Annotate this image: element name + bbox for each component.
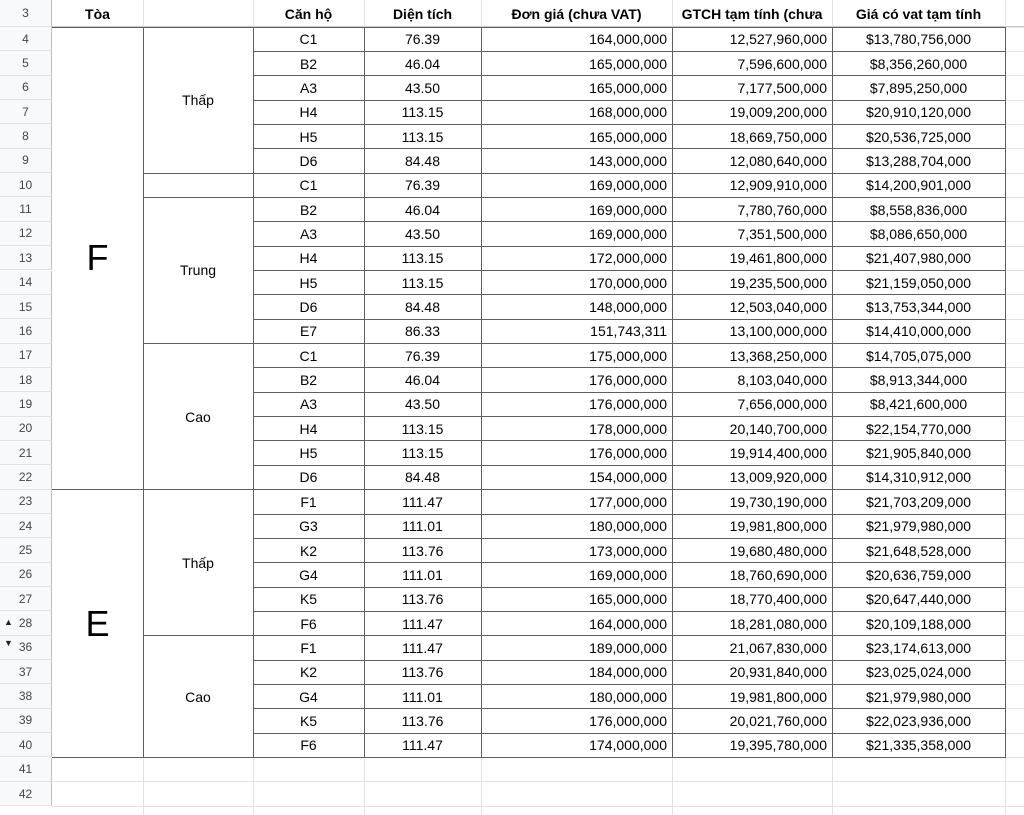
price-with-vat-cell[interactable]: $13,288,704,000 — [865, 152, 972, 169]
row-header[interactable] — [0, 709, 52, 733]
table-border-horizontal — [253, 221, 1005, 222]
unit-price-cell[interactable]: 154,000,000 — [589, 469, 667, 486]
estimated-value-cell[interactable]: 19,461,800,000 — [729, 250, 827, 267]
row-header[interactable] — [0, 392, 52, 416]
estimated-value-cell[interactable]: 7,351,500,000 — [737, 225, 827, 242]
apartment-code-cell[interactable]: A3 — [299, 79, 318, 96]
table-border-horizontal — [253, 562, 1005, 563]
price-with-vat-cell[interactable]: $20,536,725,000 — [865, 128, 972, 145]
estimated-value-cell[interactable]: 12,080,640,000 — [729, 152, 827, 169]
unit-price-cell[interactable]: 165,000,000 — [589, 79, 667, 96]
estimated-value-cell[interactable]: 7,596,600,000 — [737, 55, 827, 72]
unit-price-cell[interactable]: 165,000,000 — [589, 128, 667, 145]
estimated-value-cell[interactable]: 19,235,500,000 — [729, 274, 827, 291]
table-border-horizontal — [253, 294, 1005, 295]
row-number: 18 — [18, 372, 33, 387]
row-header[interactable] — [0, 465, 52, 489]
row-number: 25 — [18, 543, 33, 558]
price-with-vat-cell[interactable]: $21,159,050,000 — [865, 274, 972, 291]
unit-price-cell[interactable]: 180,000,000 — [589, 518, 667, 535]
unit-price-cell[interactable]: 170,000,000 — [589, 274, 667, 291]
row-number: 24 — [18, 518, 33, 533]
column-header: Diện tích — [392, 5, 453, 22]
apartment-code-cell[interactable]: A3 — [299, 225, 318, 242]
row-header[interactable] — [0, 538, 52, 562]
unit-price-cell[interactable]: 180,000,000 — [589, 688, 667, 705]
estimated-value-cell[interactable]: 18,669,750,000 — [729, 128, 827, 145]
row-number: 9 — [22, 153, 29, 168]
apartment-code-cell[interactable]: K5 — [299, 712, 318, 729]
row-number: 16 — [18, 323, 33, 338]
estimated-value-cell[interactable]: 19,009,200,000 — [729, 104, 827, 121]
row-header[interactable] — [0, 100, 52, 124]
table-border-horizontal — [52, 27, 143, 28]
row-number: 39 — [18, 713, 33, 728]
table-border-horizontal — [253, 708, 1005, 709]
area-cell[interactable]: 86.33 — [404, 323, 441, 340]
price-with-vat-cell[interactable]: $7,895,250,000 — [869, 79, 968, 96]
table-border-horizontal — [52, 489, 143, 490]
area-cell[interactable]: 46.04 — [404, 55, 441, 72]
column-header — [143, 0, 253, 27]
price-with-vat-cell[interactable]: $21,979,980,000 — [865, 688, 972, 705]
row-number: 42 — [18, 786, 33, 801]
apartment-code-cell[interactable]: F1 — [300, 639, 317, 656]
row-header[interactable] — [0, 490, 52, 514]
estimated-value-cell[interactable]: 18,281,080,000 — [729, 615, 827, 632]
area-cell[interactable]: 46.04 — [404, 201, 441, 218]
row-header[interactable] — [0, 173, 52, 197]
area-cell[interactable]: 113.15 — [401, 445, 444, 462]
estimated-value-cell[interactable]: 8,103,040,000 — [737, 372, 827, 389]
apartment-code-cell[interactable]: H5 — [299, 445, 318, 462]
estimated-value-cell[interactable]: 19,395,780,000 — [729, 737, 827, 754]
estimated-value-cell[interactable]: 7,177,500,000 — [737, 79, 827, 96]
row-header[interactable] — [0, 124, 52, 148]
estimated-value-cell[interactable]: 18,760,690,000 — [729, 566, 827, 583]
row-number: 22 — [18, 469, 33, 484]
area-cell[interactable]: 113.15 — [401, 420, 444, 437]
estimated-value-cell[interactable]: 7,780,760,000 — [737, 201, 827, 218]
table-border-horizontal — [253, 51, 1005, 52]
row-header[interactable] — [0, 149, 52, 173]
price-with-vat-cell[interactable]: $8,558,836,000 — [869, 201, 968, 218]
row-number: 15 — [18, 299, 33, 314]
estimated-value-cell[interactable]: 19,680,480,000 — [729, 542, 827, 559]
price-with-vat-cell[interactable]: $22,154,770,000 — [865, 420, 972, 437]
column-header: GTCH tạm tính (chưa — [681, 5, 823, 22]
apartment-code-cell[interactable]: K2 — [299, 664, 318, 681]
table-border-horizontal — [253, 27, 1005, 28]
apartment-code-cell[interactable]: A3 — [299, 396, 318, 413]
apartment-code-cell[interactable]: H4 — [299, 420, 318, 437]
estimated-value-cell[interactable]: 13,009,920,000 — [729, 469, 827, 486]
price-with-vat-cell[interactable]: $21,335,358,000 — [865, 737, 972, 754]
table-border-horizontal — [253, 319, 1005, 320]
unit-price-cell[interactable]: 169,000,000 — [589, 566, 667, 583]
table-border-horizontal — [253, 587, 1005, 588]
column-header: Căn hộ — [284, 5, 333, 22]
estimated-value-cell[interactable]: 20,931,840,000 — [729, 664, 827, 681]
row-number: 20 — [18, 421, 33, 436]
row-number: 19 — [18, 396, 33, 411]
area-cell[interactable]: 111.01 — [402, 688, 443, 705]
table-border-horizontal — [143, 27, 253, 28]
floor-level-cell[interactable]: Cao — [143, 636, 253, 758]
area-cell[interactable]: 111.01 — [402, 518, 443, 535]
table-border-horizontal — [253, 148, 1005, 149]
apartment-code-cell[interactable]: D6 — [299, 152, 318, 169]
gridline-horizontal — [52, 781, 1024, 782]
row-header[interactable] — [0, 368, 52, 392]
row-number: 5 — [22, 56, 29, 71]
area-cell[interactable]: 113.15 — [401, 128, 444, 145]
row-header[interactable] — [0, 319, 52, 343]
table-border-horizontal — [253, 465, 1005, 466]
gridline-horizontal — [52, 806, 1024, 807]
unit-price-cell[interactable]: 169,000,000 — [589, 177, 667, 194]
table-border-vertical — [832, 27, 833, 758]
table-border-horizontal — [253, 514, 1005, 515]
table-border-vertical — [1005, 27, 1006, 758]
table-border-vertical — [364, 27, 365, 758]
row-number: 26 — [18, 567, 33, 582]
area-cell[interactable]: 113.15 — [401, 274, 444, 291]
row-header[interactable] — [0, 27, 52, 51]
table-border-horizontal — [253, 197, 1005, 198]
price-with-vat-cell[interactable]: $8,086,650,000 — [869, 225, 968, 242]
area-cell[interactable]: 43.50 — [404, 79, 441, 96]
area-cell[interactable]: 111.47 — [402, 615, 443, 632]
area-cell[interactable]: 76.39 — [404, 177, 441, 194]
row-header[interactable] — [0, 563, 52, 587]
estimated-value-cell[interactable]: 12,527,960,000 — [729, 31, 827, 48]
area-cell[interactable]: 113.76 — [401, 664, 444, 681]
price-with-vat-cell[interactable]: $21,905,840,000 — [865, 445, 972, 462]
unit-price-cell[interactable]: 165,000,000 — [589, 55, 667, 72]
estimated-value-cell[interactable]: 12,909,910,000 — [729, 177, 827, 194]
unit-price-cell[interactable]: 151,743,311 — [590, 323, 667, 340]
table-border-horizontal — [253, 684, 1005, 685]
area-cell[interactable]: 46.04 — [404, 372, 441, 389]
table-border-horizontal — [253, 635, 1005, 636]
row-number: 7 — [22, 104, 29, 119]
table-border-horizontal — [253, 75, 1005, 76]
unit-price-cell[interactable]: 189,000,000 — [589, 639, 667, 656]
apartment-code-cell[interactable]: B2 — [299, 372, 318, 389]
unit-price-cell[interactable]: 168,000,000 — [589, 104, 667, 121]
collapse-group-icon[interactable]: ▲ — [4, 617, 13, 628]
row-header[interactable] — [0, 684, 52, 708]
row-header[interactable] — [0, 733, 52, 757]
table-border-horizontal — [253, 270, 1005, 271]
price-with-vat-cell[interactable]: $21,979,980,000 — [865, 518, 972, 535]
apartment-code-cell[interactable]: H4 — [299, 250, 318, 267]
apartment-code-cell[interactable]: F6 — [300, 737, 317, 754]
estimated-value-cell[interactable]: 7,656,000,000 — [737, 396, 827, 413]
estimated-value-cell[interactable]: 19,914,400,000 — [729, 445, 827, 462]
row-header[interactable] — [0, 271, 52, 295]
floor-level-cell[interactable] — [143, 173, 253, 197]
row-number: 38 — [18, 689, 33, 704]
unit-price-cell[interactable]: 178,000,000 — [589, 420, 667, 437]
floor-level-cell[interactable]: Cao — [143, 344, 253, 490]
estimated-value-cell[interactable]: 21,067,830,000 — [729, 639, 827, 656]
row-header[interactable] — [0, 660, 52, 684]
area-cell[interactable]: 84.48 — [404, 299, 441, 316]
price-with-vat-cell[interactable]: $8,421,600,000 — [869, 396, 968, 413]
price-with-vat-cell[interactable]: $20,647,440,000 — [865, 591, 972, 608]
expand-group-icon[interactable]: ▼ — [4, 637, 13, 648]
unit-price-cell[interactable]: 164,000,000 — [589, 31, 667, 48]
unit-price-cell[interactable]: 177,000,000 — [589, 493, 667, 510]
table-border-vertical — [143, 27, 144, 758]
unit-price-cell[interactable]: 148,000,000 — [589, 299, 667, 316]
table-border-horizontal — [143, 635, 253, 636]
area-cell[interactable]: 113.15 — [401, 104, 444, 121]
row-header[interactable] — [0, 636, 52, 660]
apartment-code-cell[interactable]: H4 — [299, 104, 318, 121]
area-cell[interactable]: 111.47 — [402, 639, 443, 656]
apartment-code-cell[interactable]: G4 — [299, 688, 318, 705]
row-header[interactable] — [0, 0, 52, 27]
table-border-horizontal — [253, 416, 1005, 417]
area-cell[interactable]: 84.48 — [404, 152, 441, 169]
floor-level-cell[interactable]: Trung — [143, 197, 253, 343]
table-border-horizontal — [143, 343, 253, 344]
area-cell[interactable]: 113.76 — [401, 542, 444, 559]
row-header[interactable] — [0, 611, 52, 635]
estimated-value-cell[interactable]: 13,100,000,000 — [729, 323, 827, 340]
price-with-vat-cell[interactable]: $8,356,260,000 — [869, 55, 968, 72]
row-header[interactable] — [0, 222, 52, 246]
unit-price-cell[interactable]: 174,000,000 — [589, 737, 667, 754]
row-number: 28 — [18, 616, 33, 631]
row-number: 17 — [18, 348, 33, 363]
column-header: Giá có vat tạm tính — [855, 5, 982, 22]
price-with-vat-cell[interactable]: $13,753,344,000 — [865, 299, 972, 316]
tower-cell[interactable]: E — [52, 490, 143, 758]
table-border-horizontal — [253, 538, 1005, 539]
row-header[interactable] — [0, 197, 52, 221]
unit-price-cell[interactable]: 169,000,000 — [589, 225, 667, 242]
table-border-horizontal — [253, 173, 1005, 174]
unit-price-cell[interactable]: 165,000,000 — [589, 591, 667, 608]
apartment-code-cell[interactable]: D6 — [299, 469, 318, 486]
apartment-code-cell[interactable]: H5 — [299, 274, 318, 291]
row-header[interactable] — [0, 295, 52, 319]
area-cell[interactable]: 43.50 — [404, 225, 441, 242]
estimated-value-cell[interactable]: 19,981,800,000 — [729, 518, 827, 535]
table-border-horizontal — [253, 246, 1005, 247]
column-header: Tòa — [85, 5, 110, 22]
apartment-code-cell[interactable]: G3 — [299, 518, 318, 535]
unit-price-cell[interactable]: 143,000,000 — [589, 152, 667, 169]
price-with-vat-cell[interactable]: $14,410,000,000 — [865, 323, 972, 340]
table-border-horizontal — [253, 392, 1005, 393]
area-cell[interactable]: 43.50 — [404, 396, 441, 413]
area-cell[interactable]: 111.01 — [402, 566, 443, 583]
area-cell[interactable]: 113.76 — [401, 591, 444, 608]
apartment-code-cell[interactable]: B2 — [299, 201, 318, 218]
estimated-value-cell[interactable]: 12,503,040,000 — [729, 299, 827, 316]
row-number: 37 — [18, 664, 33, 679]
apartment-code-cell[interactable]: H5 — [299, 128, 318, 145]
area-cell[interactable]: 113.76 — [401, 712, 444, 729]
row-number: 36 — [18, 640, 33, 655]
estimated-value-cell[interactable]: 13,368,250,000 — [729, 347, 827, 364]
column-header: Đơn giá (chưa VAT) — [511, 5, 642, 22]
table-border-horizontal — [253, 100, 1005, 101]
apartment-code-cell[interactable]: F6 — [300, 615, 317, 632]
estimated-value-cell[interactable]: 20,021,760,000 — [729, 712, 827, 729]
row-number: 3 — [22, 6, 29, 20]
table-border-horizontal — [253, 343, 1005, 344]
apartment-code-cell[interactable]: B2 — [299, 55, 318, 72]
area-cell[interactable]: 113.15 — [401, 250, 444, 267]
area-cell[interactable]: 76.39 — [404, 347, 441, 364]
unit-price-cell[interactable]: 173,000,000 — [589, 542, 667, 559]
unit-price-cell[interactable]: 169,000,000 — [589, 201, 667, 218]
row-header[interactable] — [0, 76, 52, 100]
unit-price-cell[interactable]: 164,000,000 — [589, 615, 667, 632]
apartment-code-cell[interactable]: E7 — [299, 323, 318, 340]
apartment-code-cell[interactable]: C1 — [299, 177, 318, 194]
area-cell[interactable]: 84.48 — [404, 469, 441, 486]
table-border-horizontal — [143, 197, 253, 198]
price-with-vat-cell[interactable]: $8,913,344,000 — [869, 372, 968, 389]
row-number: 6 — [22, 80, 29, 95]
table-border-vertical — [672, 27, 673, 758]
estimated-value-cell[interactable]: 20,140,700,000 — [729, 420, 827, 437]
unit-price-cell[interactable]: 176,000,000 — [589, 372, 667, 389]
tower-cell[interactable]: F — [52, 27, 143, 490]
row-number: 40 — [18, 737, 33, 752]
table-border-horizontal — [253, 660, 1005, 661]
unit-price-cell[interactable]: 176,000,000 — [589, 445, 667, 462]
unit-price-cell[interactable]: 175,000,000 — [589, 347, 667, 364]
table-border-horizontal — [253, 124, 1005, 125]
apartment-code-cell[interactable]: K5 — [299, 591, 318, 608]
price-with-vat-cell[interactable]: $20,109,188,000 — [865, 615, 972, 632]
table-border-horizontal — [52, 757, 143, 758]
row-header[interactable] — [0, 514, 52, 538]
table-border-horizontal — [253, 733, 1005, 734]
row-number: 8 — [22, 129, 29, 144]
row-number: 11 — [19, 202, 32, 217]
unit-price-cell[interactable]: 172,000,000 — [589, 250, 667, 267]
price-with-vat-cell[interactable]: $22,023,936,000 — [865, 712, 972, 729]
table-border-horizontal — [143, 173, 253, 174]
price-with-vat-cell[interactable]: $13,780,756,000 — [865, 31, 972, 48]
floor-level-cell[interactable]: Thấp — [143, 490, 253, 636]
area-cell[interactable]: 111.47 — [402, 737, 443, 754]
apartment-code-cell[interactable]: G4 — [299, 566, 318, 583]
table-border-horizontal — [253, 367, 1005, 368]
row-number: 13 — [18, 250, 33, 265]
table-border-vertical — [481, 27, 482, 758]
estimated-value-cell[interactable]: 19,730,190,000 — [729, 493, 827, 510]
table-border-horizontal — [253, 611, 1005, 612]
row-number: 23 — [18, 494, 33, 509]
area-cell[interactable]: 76.39 — [404, 31, 441, 48]
table-border-horizontal — [143, 757, 253, 758]
table-border-horizontal — [253, 440, 1005, 441]
row-number: 14 — [18, 275, 33, 290]
row-header[interactable] — [0, 758, 52, 782]
price-with-vat-cell[interactable]: $20,636,759,000 — [865, 566, 972, 583]
row-number: 21 — [18, 445, 33, 460]
row-header[interactable] — [0, 441, 52, 465]
price-with-vat-cell[interactable]: $14,310,912,000 — [865, 469, 972, 486]
apartment-code-cell[interactable]: K2 — [299, 542, 318, 559]
apartment-code-cell[interactable]: F1 — [300, 493, 317, 510]
unit-price-cell[interactable]: 184,000,000 — [589, 664, 667, 681]
price-with-vat-cell[interactable]: $14,200,901,000 — [865, 177, 972, 194]
row-number: 27 — [18, 591, 33, 606]
row-header[interactable] — [0, 417, 52, 441]
price-with-vat-cell[interactable]: $23,025,024,000 — [865, 664, 972, 681]
apartment-code-cell[interactable]: D6 — [299, 299, 318, 316]
row-header[interactable] — [0, 51, 52, 75]
row-header[interactable] — [0, 587, 52, 611]
estimated-value-cell[interactable]: 18,770,400,000 — [729, 591, 827, 608]
row-number: 10 — [18, 177, 33, 192]
table-border-horizontal — [253, 757, 1005, 758]
row-header[interactable] — [0, 782, 52, 806]
table-border-vertical — [253, 27, 254, 758]
apartment-code-cell[interactable]: C1 — [299, 31, 318, 48]
table-border-horizontal — [253, 489, 1005, 490]
row-header[interactable] — [0, 344, 52, 368]
price-with-vat-cell[interactable]: $14,705,075,000 — [865, 347, 972, 364]
apartment-code-cell[interactable]: C1 — [299, 347, 318, 364]
price-with-vat-cell[interactable]: $21,648,528,000 — [865, 542, 972, 559]
price-with-vat-cell[interactable]: $21,407,980,000 — [865, 250, 972, 267]
row-number: 41 — [18, 762, 33, 777]
row-header[interactable] — [0, 246, 52, 270]
unit-price-cell[interactable]: 176,000,000 — [589, 712, 667, 729]
row-number: 4 — [22, 31, 29, 46]
area-cell[interactable]: 111.47 — [402, 493, 443, 510]
estimated-value-cell[interactable]: 19,981,800,000 — [729, 688, 827, 705]
price-with-vat-cell[interactable]: $21,703,209,000 — [865, 493, 972, 510]
row-number: 12 — [18, 226, 33, 241]
table-border-horizontal — [143, 489, 253, 490]
price-with-vat-cell[interactable]: $20,910,120,000 — [865, 104, 972, 121]
price-with-vat-cell[interactable]: $23,174,613,000 — [865, 639, 972, 656]
floor-level-cell[interactable]: Thấp — [143, 27, 253, 173]
unit-price-cell[interactable]: 176,000,000 — [589, 396, 667, 413]
